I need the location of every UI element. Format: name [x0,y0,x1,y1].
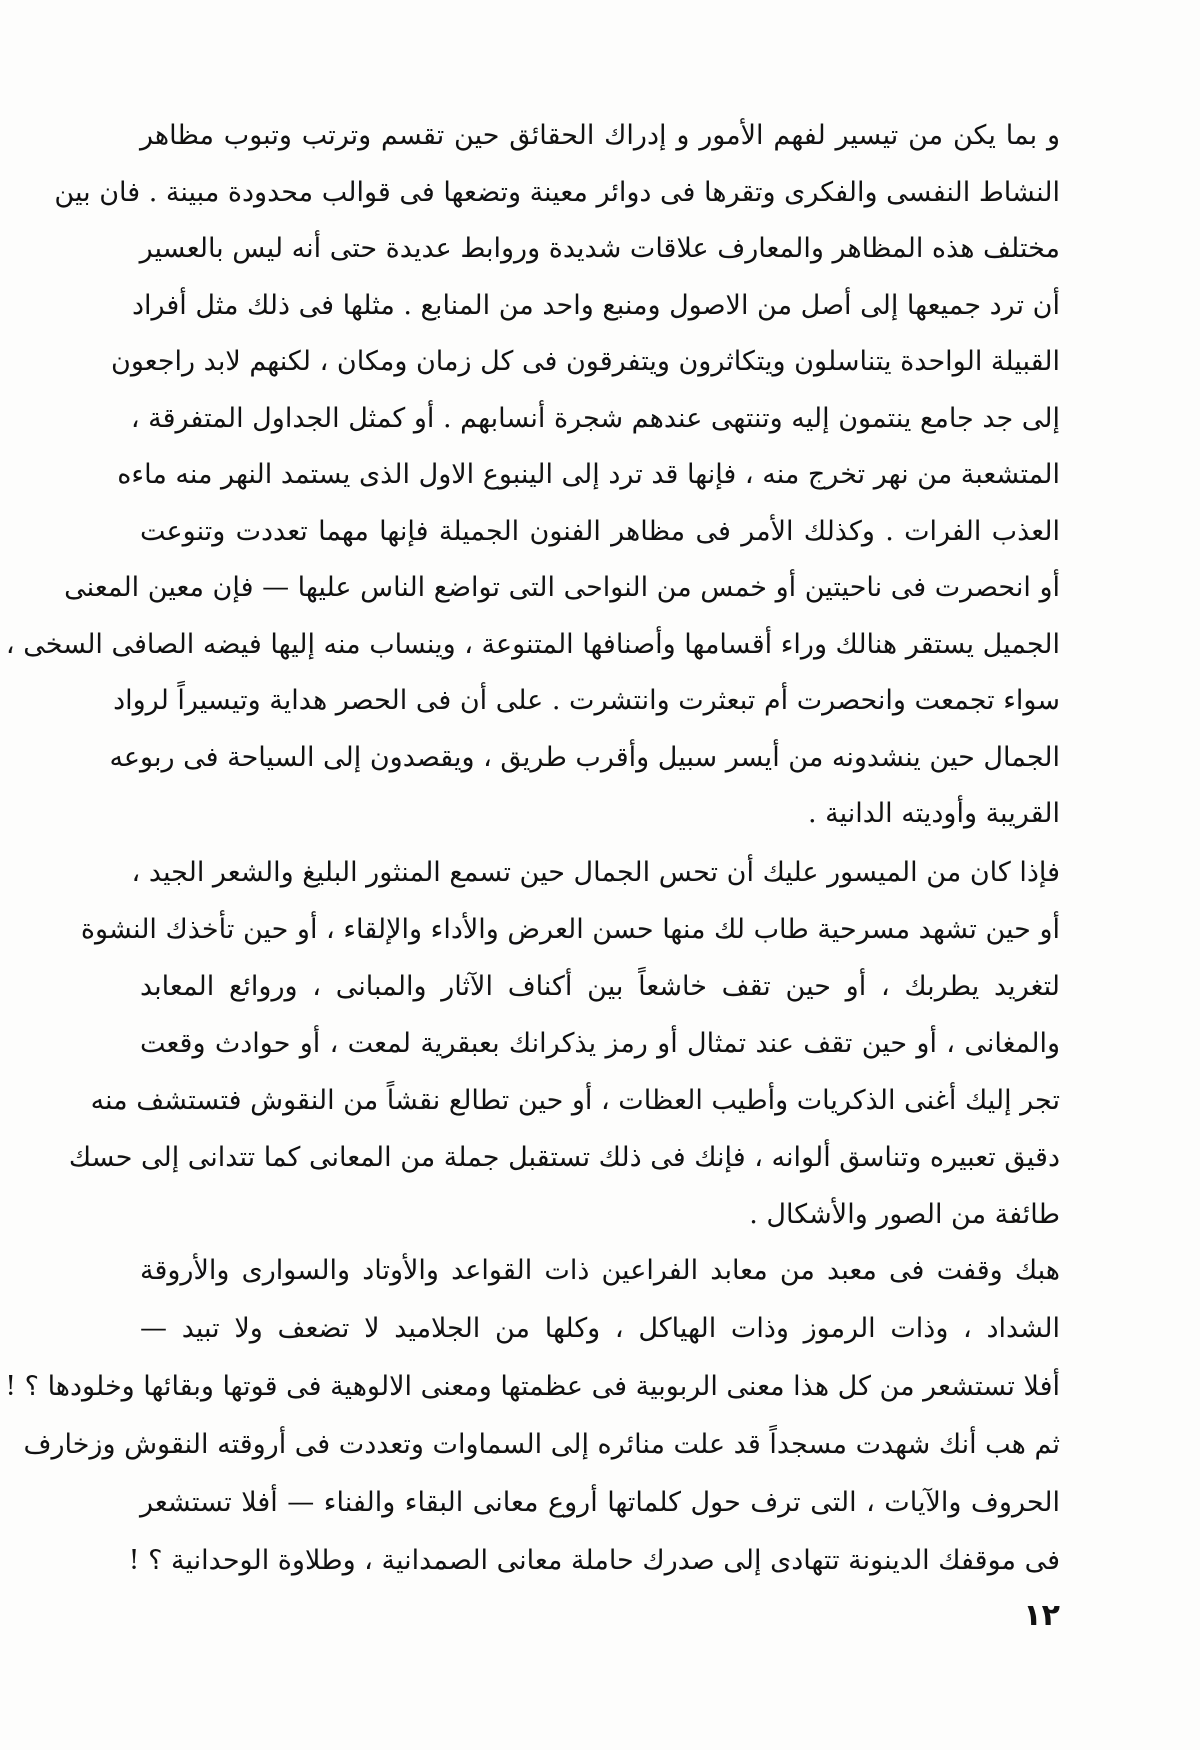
text-line: أن ترد جميعها إلى أصل من الاصول ومنبع واحد من المنابع . مثلها فى ذلك مثل أفراد [131,289,1060,321]
text-line: والمغانى ، أو حين تقف عند تمثال أو رمز يذكرانك بعبقرية لمعت ، أو حوادث وقعت [140,1028,1060,1059]
text-line: إلى جد جامع ينتمون إليه وتنتهى عندهم شجرة أنسابهم . أو كمثل الجداول المتفرقة ، [130,402,1060,434]
text-line: أو حين تشهد مسرحية طاب لك منها حسن العرض والأداء والإلقاء ، أو حين تأخذك النشوة [80,914,1060,945]
text-line: لتغريد يطربك ، أو حين تقف خاشعاً بين أكناف الآثار والمبانى ، وروائع المعابد [140,971,1060,1002]
text-line: المتشعبة من نهر تخرج منه ، فإنها قد ترد إلى الينبوع الاول الذى يستمد النهر منه ماءه [117,459,1060,490]
text-line: و بما يكن من تيسير لفهم الأمور و إدراك الحقائق حين تقسم وترتب وتبوب مظاهر [140,120,1060,151]
text-line: النشاط النفسى والفكرى وتقرها فى دوائر معينة وتضعها فى قوالب محدودة مبينة . فان بين [54,176,1060,208]
text-line: دقيق تعبيره وتناسق ألوانه ، فإنك فى ذلك تستقبل جملة من المعانى كما تتدانى إلى حسك [68,1142,1060,1173]
text-line: الجميل يستقر هنالك وراء أقسامها وأصنافها المتنوعة ، وينساب منه إليها فيضه الصافى السخى ، [5,628,1060,660]
text-line: طائفة من الصور والأشكال . [749,1199,1060,1230]
text-line: فإذا كان من الميسور عليك أن تحس الجمال حين تسمع المنثور البليغ والشعر الجيد ، [131,857,1060,888]
text-line: القريبة وأوديته الدانية . [807,798,1060,829]
text-line: الجمال حين ينشدونه من أيسر سبيل وأقرب طريق ، ويقصدون إلى السياحة فى ربوعه [109,741,1060,773]
paragraph-3 [5,1242,1060,1590]
text-line: مختلف هذه المظاهر والمعارف علاقات شديدة وروابط عديدة حتى أنه ليس بالعسير [139,233,1060,264]
text-line: الشداد ، وذات الرموز وذات الهياكل ، وكلها من الجلاميد لا تضعف ولا تبيد — [140,1313,1060,1344]
text-line: هبك وقفت فى معبد من معابد الفراعين ذات القواعد والأوتاد والسوارى والأروقة [140,1255,1060,1286]
text-line: الحروف والآيات ، التى ترف حول كلماتها أروع معانى البقاء والفناء — أفلا تستشعر [140,1487,1060,1518]
text-line: فى موقفك الدينونة تتهادى إلى صدرك حاملة معانى الصمدانية ، وطلاوة الوحدانية ؟ ! [128,1545,1060,1576]
text-line: العذب الفرات . وكذلك الأمر فى مظاهر الفنون الجميلة فإنها مهما تعددت وتنوعت [140,515,1060,547]
text-line: القبيلة الواحدة يتناسلون ويتكاثرون ويتفرقون فى كل زمان ومكان ، لكنهم لابد راجعون [111,346,1060,377]
page-number: ١٢ [1023,1598,1060,1633]
paragraph-1 [5,108,1060,843]
paragraph-2 [68,844,1060,1243]
text-line: سواء تجمعت وانحصرت أم تبعثرت وانتشرت . على أن فى الحصر هداية وتيسيراً لرواد [113,685,1060,716]
text-line: تجر إليك أغنى الذكريات وأطيب العظات ، أو حين تطالع نقشاً من النقوش فتستشف منه [90,1085,1060,1116]
text-line: أفلا تستشعر من كل هذا معنى الربوبية فى عظمتها ومعنى الالوهية فى قوتها وبقائها وخلودها ؟ ! [5,1371,1060,1402]
text-line: أو انحصرت فى ناحيتين أو خمس من النواحى التى تواضع الناس عليها — فإن معين المعنى [64,572,1060,603]
text-line: ثم هب أنك شهدت مسجداً قد علت منائره إلى السماوات وتعددت فى أروقته النقوش وزخارف [23,1429,1060,1460]
